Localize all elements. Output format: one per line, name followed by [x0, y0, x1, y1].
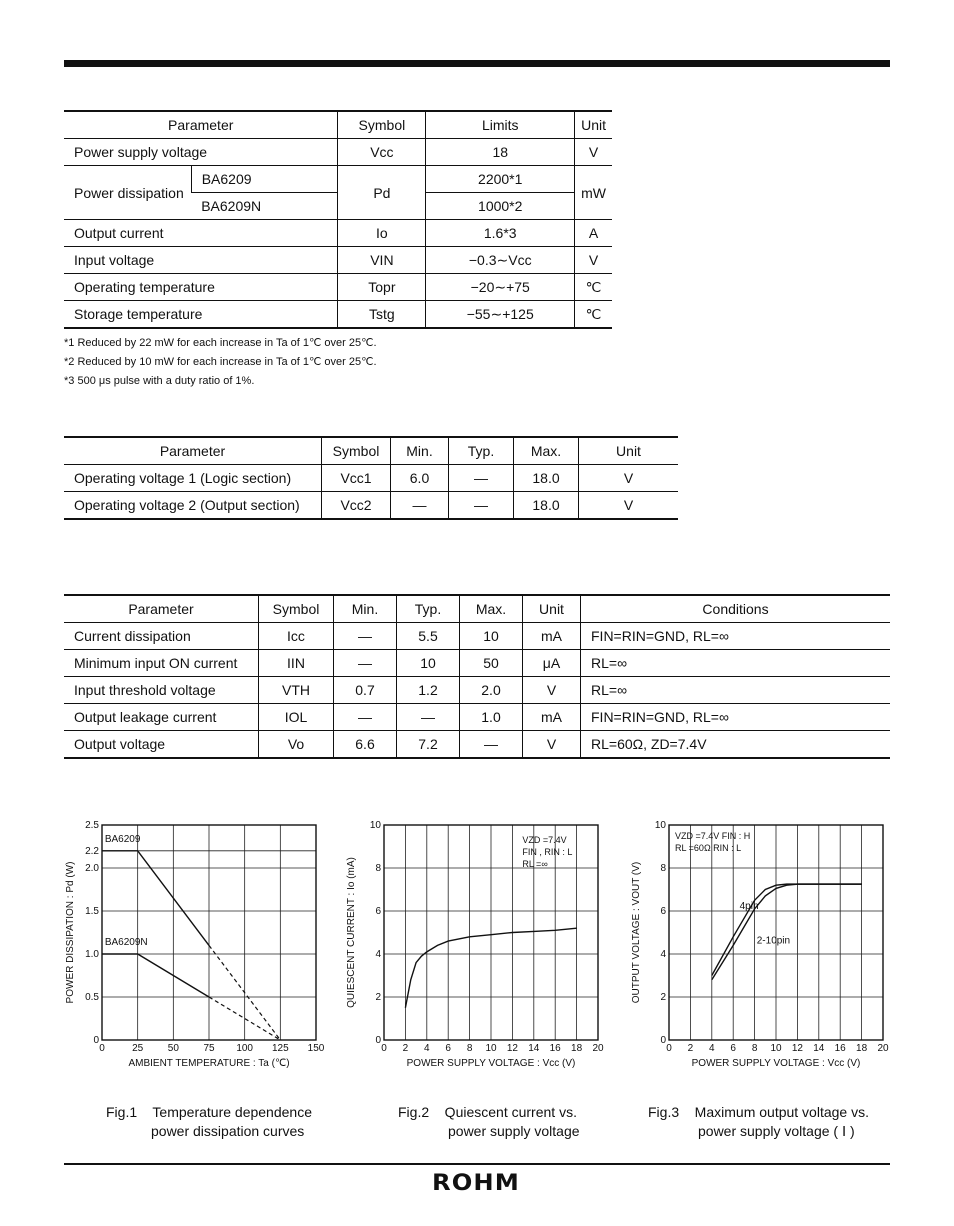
col-header: Max. [460, 595, 523, 623]
unit-cell: V [575, 139, 612, 166]
min-cell: — [334, 623, 397, 650]
x-tick-label: 100 [236, 1043, 254, 1054]
y-tick-label: 1.0 [85, 949, 99, 960]
footnote: *3 500 μs pulse with a duty ratio of 1%. [64, 375, 255, 387]
sub-cell: BA6209N [191, 193, 338, 220]
typ-cell: 7.2 [397, 731, 460, 759]
param-cell: Power dissipation [64, 166, 191, 220]
fig2-caption [398, 1103, 580, 1141]
x-tick-label: 2 [687, 1043, 694, 1054]
caption-line: Fig.3 Maximum output voltage vs. [648, 1104, 869, 1120]
col-header: Min. [334, 595, 397, 623]
typ-cell: — [397, 704, 460, 731]
y-tick-label: 10 [369, 820, 381, 831]
param-cell: Input threshold voltage [64, 677, 259, 704]
fig2-chart [340, 815, 610, 1075]
x-tick-label: 8 [751, 1043, 758, 1054]
cond-cell: FIN=RIN=GND, RL=∞ [581, 704, 891, 731]
abs-max-table [64, 110, 612, 329]
x-tick-label: 20 [877, 1043, 889, 1054]
unit-cell: ℃ [575, 301, 612, 329]
param-cell: Output voltage [64, 731, 259, 759]
symbol-cell: Io [338, 220, 426, 247]
cond-cell: RL=60Ω, ZD=7.4V [581, 731, 891, 759]
y-tick-label: 0 [660, 1035, 666, 1046]
y-tick-label: 6 [660, 906, 666, 917]
x-tick-label: 8 [466, 1043, 473, 1054]
table-row [64, 492, 678, 520]
y-tick-label: 4 [660, 949, 666, 960]
y-axis-label: QUIESCENT CURRENT : Io (mA) [346, 857, 357, 1008]
x-tick-label: 2 [402, 1043, 409, 1054]
x-tick-label: 10 [485, 1043, 497, 1054]
param-cell: Operating voltage 1 (Logic section) [64, 465, 322, 492]
cond-cell: FIN=RIN=GND, RL=∞ [581, 623, 891, 650]
table-row [64, 247, 612, 274]
param-cell: Input voltage [64, 247, 338, 274]
caption-line: Fig.2 Quiescent current vs. [398, 1104, 577, 1120]
x-tick-label: 14 [813, 1043, 825, 1054]
x-tick-label: 125 [271, 1043, 289, 1054]
y-tick-label: 2.2 [85, 845, 99, 857]
y-tick-label: 4 [375, 949, 381, 960]
limit-cell: −55∼+125 [426, 301, 575, 329]
table-row [64, 677, 890, 704]
limit-cell: 2200*1 [426, 166, 575, 193]
chart-annotation: RL =60Ω RIN : L [675, 843, 742, 853]
top-rule [64, 60, 890, 67]
symbol-cell: Vcc1 [322, 465, 391, 492]
series-label: BA6209N [104, 937, 148, 948]
x-tick-label: 4 [709, 1043, 715, 1054]
series-line [712, 884, 862, 975]
y-tick-label: 8 [375, 863, 381, 874]
series-label: 4pin [739, 900, 759, 912]
typ-cell: 10 [397, 650, 460, 677]
min-cell: — [334, 704, 397, 731]
y-tick-label: 0 [375, 1035, 381, 1046]
series-label: BA6209 [104, 833, 141, 845]
col-header: Min. [391, 437, 449, 465]
cond-cell: RL=∞ [581, 677, 891, 704]
max-cell: 18.0 [514, 492, 579, 520]
y-tick-label: 2.0 [85, 863, 99, 874]
min-cell: 0.7 [334, 677, 397, 704]
series-line [102, 851, 209, 946]
col-header: Max. [514, 437, 579, 465]
col-header: Unit [575, 111, 612, 139]
x-tick-label: 25 [132, 1043, 144, 1054]
series-line [102, 954, 209, 997]
y-tick-label: 1.5 [85, 906, 99, 917]
col-header: Symbol [322, 437, 391, 465]
col-header: Limits [426, 111, 575, 139]
unit-cell: V [579, 465, 679, 492]
max-cell: 18.0 [514, 465, 579, 492]
footnote: *1 Reduced by 22 mW for each increase in Ta of 1℃ over 25℃. [64, 337, 377, 349]
chart-annotation: VZD =7.4V FIN : H [675, 831, 751, 841]
table-row [64, 704, 890, 731]
min-cell: — [334, 650, 397, 677]
bottom-rule [64, 1163, 890, 1165]
param-cell: Minimum input ON current [64, 650, 259, 677]
min-cell: — [391, 492, 449, 520]
sub-cell: BA6209 [191, 166, 338, 193]
fig3-caption [648, 1103, 869, 1141]
col-header: Parameter [64, 111, 338, 139]
typ-cell: 5.5 [397, 623, 460, 650]
footnotes [64, 334, 377, 391]
x-tick-label: 0 [666, 1043, 672, 1054]
rohm-logo: ROHM [432, 1171, 520, 1196]
symbol-cell: Vcc2 [322, 492, 391, 520]
unit-cell: ℃ [575, 274, 612, 301]
unit-cell: mW [575, 166, 612, 220]
col-header: Conditions [581, 595, 891, 623]
y-tick-label: 6 [375, 906, 381, 917]
param-cell: Output current [64, 220, 338, 247]
y-tick-label: 2 [660, 992, 666, 1003]
col-header: Symbol [259, 595, 334, 623]
x-tick-label: 16 [834, 1043, 846, 1054]
y-axis-label: POWER DISSIPATION : Pd (W) [65, 861, 76, 1004]
symbol-cell: Vcc [338, 139, 426, 166]
param-cell: Operating voltage 2 (Output section) [64, 492, 322, 520]
y-tick-label: 2.5 [85, 820, 99, 831]
max-cell: — [460, 731, 523, 759]
caption-line: power supply voltage ( Ⅰ ) [698, 1123, 855, 1139]
chart-annotation: VZD =7.4V [522, 835, 567, 845]
typ-cell: 1.2 [397, 677, 460, 704]
symbol-cell: VIN [338, 247, 426, 274]
y-tick-label: 2 [375, 992, 381, 1003]
x-tick-label: 14 [528, 1043, 540, 1054]
x-tick-label: 150 [307, 1043, 325, 1054]
max-cell: 10 [460, 623, 523, 650]
x-tick-label: 50 [167, 1043, 179, 1054]
unit-cell: V [523, 731, 581, 759]
x-tick-label: 6 [730, 1043, 736, 1054]
max-cell: 50 [460, 650, 523, 677]
col-header: Typ. [397, 595, 460, 623]
caption-line: power supply voltage [448, 1123, 580, 1139]
max-cell: 2.0 [460, 677, 523, 704]
chart-annotation: RL =∞ [522, 859, 548, 869]
x-axis-label: POWER SUPPLY VOLTAGE : Vcc (V) [691, 1058, 861, 1069]
series-line [712, 884, 862, 980]
col-header: Unit [523, 595, 581, 623]
x-tick-label: 18 [856, 1043, 868, 1054]
param-cell: Current dissipation [64, 623, 259, 650]
chart-annotation: FIN , RIN : L [522, 847, 573, 857]
x-tick-label: 10 [770, 1043, 782, 1054]
unit-cell: V [575, 247, 612, 274]
table-row [64, 166, 612, 193]
table-row [64, 623, 890, 650]
table-row [64, 731, 890, 759]
param-cell: Storage temperature [64, 301, 338, 329]
limit-cell: −20∼+75 [426, 274, 575, 301]
col-header: Parameter [64, 595, 259, 623]
limit-cell: 18 [426, 139, 575, 166]
unit-cell: mA [523, 704, 581, 731]
param-cell: Output leakage current [64, 704, 259, 731]
table-row [64, 650, 890, 677]
param-cell: Operating temperature [64, 274, 338, 301]
y-tick-label: 0 [93, 1035, 99, 1046]
max-cell: 1.0 [460, 704, 523, 731]
unit-cell: V [523, 677, 581, 704]
x-tick-label: 6 [445, 1043, 451, 1054]
unit-cell: μA [523, 650, 581, 677]
table-row [64, 139, 612, 166]
limit-cell: 1.6*3 [426, 220, 575, 247]
fig1-caption [106, 1103, 312, 1141]
x-axis-label: POWER SUPPLY VOLTAGE : Vcc (V) [406, 1058, 576, 1069]
unit-cell: V [579, 492, 679, 520]
fig1-chart [60, 815, 330, 1075]
table-row [64, 220, 612, 247]
x-tick-label: 16 [549, 1043, 561, 1054]
col-header: Typ. [449, 437, 514, 465]
y-axis-label: OUTPUT VOLTAGE : VOUT (V) [631, 861, 642, 1004]
min-cell: 6.0 [391, 465, 449, 492]
symbol-cell: Icc [259, 623, 334, 650]
col-header: Unit [579, 437, 679, 465]
x-tick-label: 75 [203, 1043, 215, 1054]
col-header: Parameter [64, 437, 322, 465]
unit-cell: mA [523, 623, 581, 650]
symbol-cell: IIN [259, 650, 334, 677]
typ-cell: — [449, 465, 514, 492]
x-tick-label: 0 [381, 1043, 387, 1054]
table-row [64, 465, 678, 492]
symbol-cell: Tstg [338, 301, 426, 329]
x-tick-label: 18 [571, 1043, 583, 1054]
y-tick-label: 0.5 [85, 992, 99, 1003]
limit-cell: 1000*2 [426, 193, 575, 220]
symbol-cell: Vo [259, 731, 334, 759]
series-label: 2-10pin [756, 935, 791, 947]
caption-line: power dissipation curves [151, 1123, 305, 1139]
param-cell: Power supply voltage [64, 139, 338, 166]
x-tick-label: 0 [99, 1043, 105, 1054]
typ-cell: — [449, 492, 514, 520]
symbol-cell: Topr [338, 274, 426, 301]
min-cell: 6.6 [334, 731, 397, 759]
col-header: Symbol [338, 111, 426, 139]
fig3-chart [625, 815, 895, 1075]
x-tick-label: 12 [791, 1043, 803, 1054]
caption-line: Fig.1 Temperature dependence [106, 1104, 312, 1120]
y-tick-label: 8 [660, 863, 666, 874]
limit-cell: −0.3∼Vcc [426, 247, 575, 274]
cond-cell: RL=∞ [581, 650, 891, 677]
symbol-cell: IOL [259, 704, 334, 731]
y-tick-label: 10 [654, 820, 666, 831]
x-tick-label: 12 [506, 1043, 518, 1054]
unit-cell: A [575, 220, 612, 247]
symbol-cell: Pd [338, 166, 426, 220]
symbol-cell: VTH [259, 677, 334, 704]
x-tick-label: 20 [592, 1043, 604, 1054]
x-axis-label: AMBIENT TEMPERATURE : Ta (℃) [128, 1058, 290, 1069]
table-row [64, 301, 612, 329]
operating-conditions-table [64, 436, 678, 520]
table-row [64, 274, 612, 301]
electrical-characteristics-table [64, 594, 890, 759]
footnote: *2 Reduced by 10 mW for each increase in Ta of 1℃ over 25℃. [64, 356, 377, 368]
x-tick-label: 4 [424, 1043, 430, 1054]
